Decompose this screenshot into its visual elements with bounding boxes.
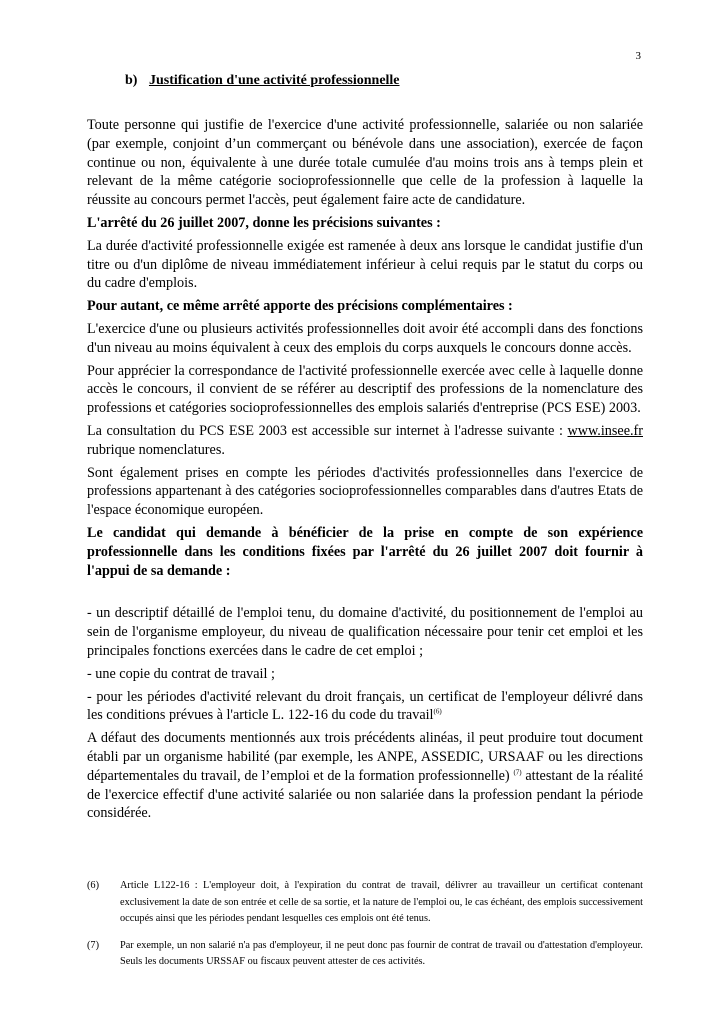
footnotes [87, 878, 643, 981]
paragraph-arrete-heading: L'arrêté du 26 juillet 2007, donne les précisions suivantes : [87, 214, 441, 231]
footnote-number: (7) [87, 939, 100, 951]
section-title: Justification d'une activité professionnelle [148, 73, 400, 88]
paragraph-eligibility: Toute personne qui justifie de l'exercice d'une activité professionnelle, salariée ou non salariée (par exemple, conjoint d’un commerçant ou bénévole dans une association), exercée de façon continue ou non, équivalente à une durée totale cumulée d'au moins trois ans à temps plein et relevant de la même catégorie socioprofessionnelle que celle de la profession à laquelle la réussite au concours permet l'accès, peut également faire acte de candidature. [87, 117, 643, 209]
footnote-ref-7: (7) [513, 767, 522, 776]
footnote-ref-6: (6) [433, 707, 442, 716]
bullet-descriptif: - un descriptif détaillé de l'emploi tenu, du domaine d'activité, du positionnement de l'emploi au sein de l'organisme employeur, du niveau de qualification nécessaire pour tenir cet emploi et les principales fonctions exercées dans le cadre de cet emploi ; [87, 605, 643, 659]
paragraph-requirements: Le candidat qui demande à bénéficier de la prise en compte de son expérience professionnelle dans les conditions fixées par l'arrêté du 26 juillet 2007 doit fournir à l'appui de sa demande : [87, 524, 643, 579]
section-letter: b) [125, 73, 138, 88]
alternatives-text-end: attestant de la réalité de l'exercice effectif d'une activité salariée ou non salariée dans la profession pendant la période considérée. [87, 767, 643, 822]
footnote-text: Article L122-16 : L'employeur doit, à l'expiration du contrat de travail, délivrer au travailleur un certificat contenant exclusivement la date de son entrée et celle de sa sortie, et la nature de l'emploi ou, le cas échéant, des emplois successivement occupés ainsi que les périodes pendant lesquelles ces emplois ont été tenus. [120, 880, 643, 924]
bullet-contrat: - une copie du contrat de travail ; [87, 665, 275, 682]
body-text [87, 116, 643, 827]
footnote-6 [87, 878, 643, 928]
footnote-text: Par exemple, un non salarié n'a pas d'employeur, il ne peut donc pas fournir de contrat de travail ou d'attestation d'employeur. Seuls les documents URSSAF ou fiscaux peuvent attester de ces activités. [120, 939, 643, 967]
paragraph-duration: La durée d'activité professionnelle exigée est ramenée à deux ans lorsque le candidat justifie d'un titre ou d'un diplôme de niveau immédiatement inférieur à celui requis par le statut du corps ou du cadre d'emplois. [87, 237, 643, 292]
footnote-7 [87, 938, 643, 971]
paragraph-complements-heading: Pour autant, ce même arrêté apporte des précisions complémentaires : [87, 298, 513, 315]
paragraph-european: Sont également prises en compte les périodes d'activités professionnelles dans l'exercice de professions appartenant à des catégories socioprofessionnelles comparables dans d'autres Etats de l'espace économique européen. [87, 464, 643, 519]
insee-link[interactable]: www.insee.fr [567, 422, 643, 439]
footnote-number: (6) [87, 880, 100, 891]
pcs-text-end: rubrique nomenclatures. [87, 441, 225, 458]
pcs-text: La consultation du PCS ESE 2003 est accessible sur internet à l'adresse suivante : [87, 422, 563, 439]
paragraph-level: L'exercice d'une ou plusieurs activités professionnelles doit avoir été accompli dans des fonctions d'un niveau au moins équivalent à ceux des emplois du corps auxquels le concours donne accès. [87, 320, 643, 356]
alternatives-text: A défaut des documents mentionnés aux trois précédents alinéas, il peut produire tout document établi par un organisme habilité (par exemple, les ANPE, ASSEDIC, URSAAF ou les directions départementales du travail, de l’emploi et de la formation professionnelle) [87, 730, 643, 784]
paragraph-correspondence: Pour apprécier la correspondance de l'activité professionnelle exercée avec celle à laquelle donne accès le concours, il convient de se référer au descriptif des professions de la nomenclature des professions et catégories socioprofessionnelles des emplois salariés d'entreprise (PCS ESE) 2003. [87, 362, 643, 417]
paragraph-pcs-consultation [87, 422, 643, 460]
bullet-certificat [87, 688, 643, 726]
certificat-text: - pour les périodes d'activité relevant du droit français, un certificat de l'employeur délivré dans les conditions prévues à l'article L. 122-16 du code du travail [87, 688, 643, 724]
paragraph-alternatives [87, 729, 643, 823]
page-number: 3 [635, 50, 641, 62]
section-heading [125, 73, 400, 89]
